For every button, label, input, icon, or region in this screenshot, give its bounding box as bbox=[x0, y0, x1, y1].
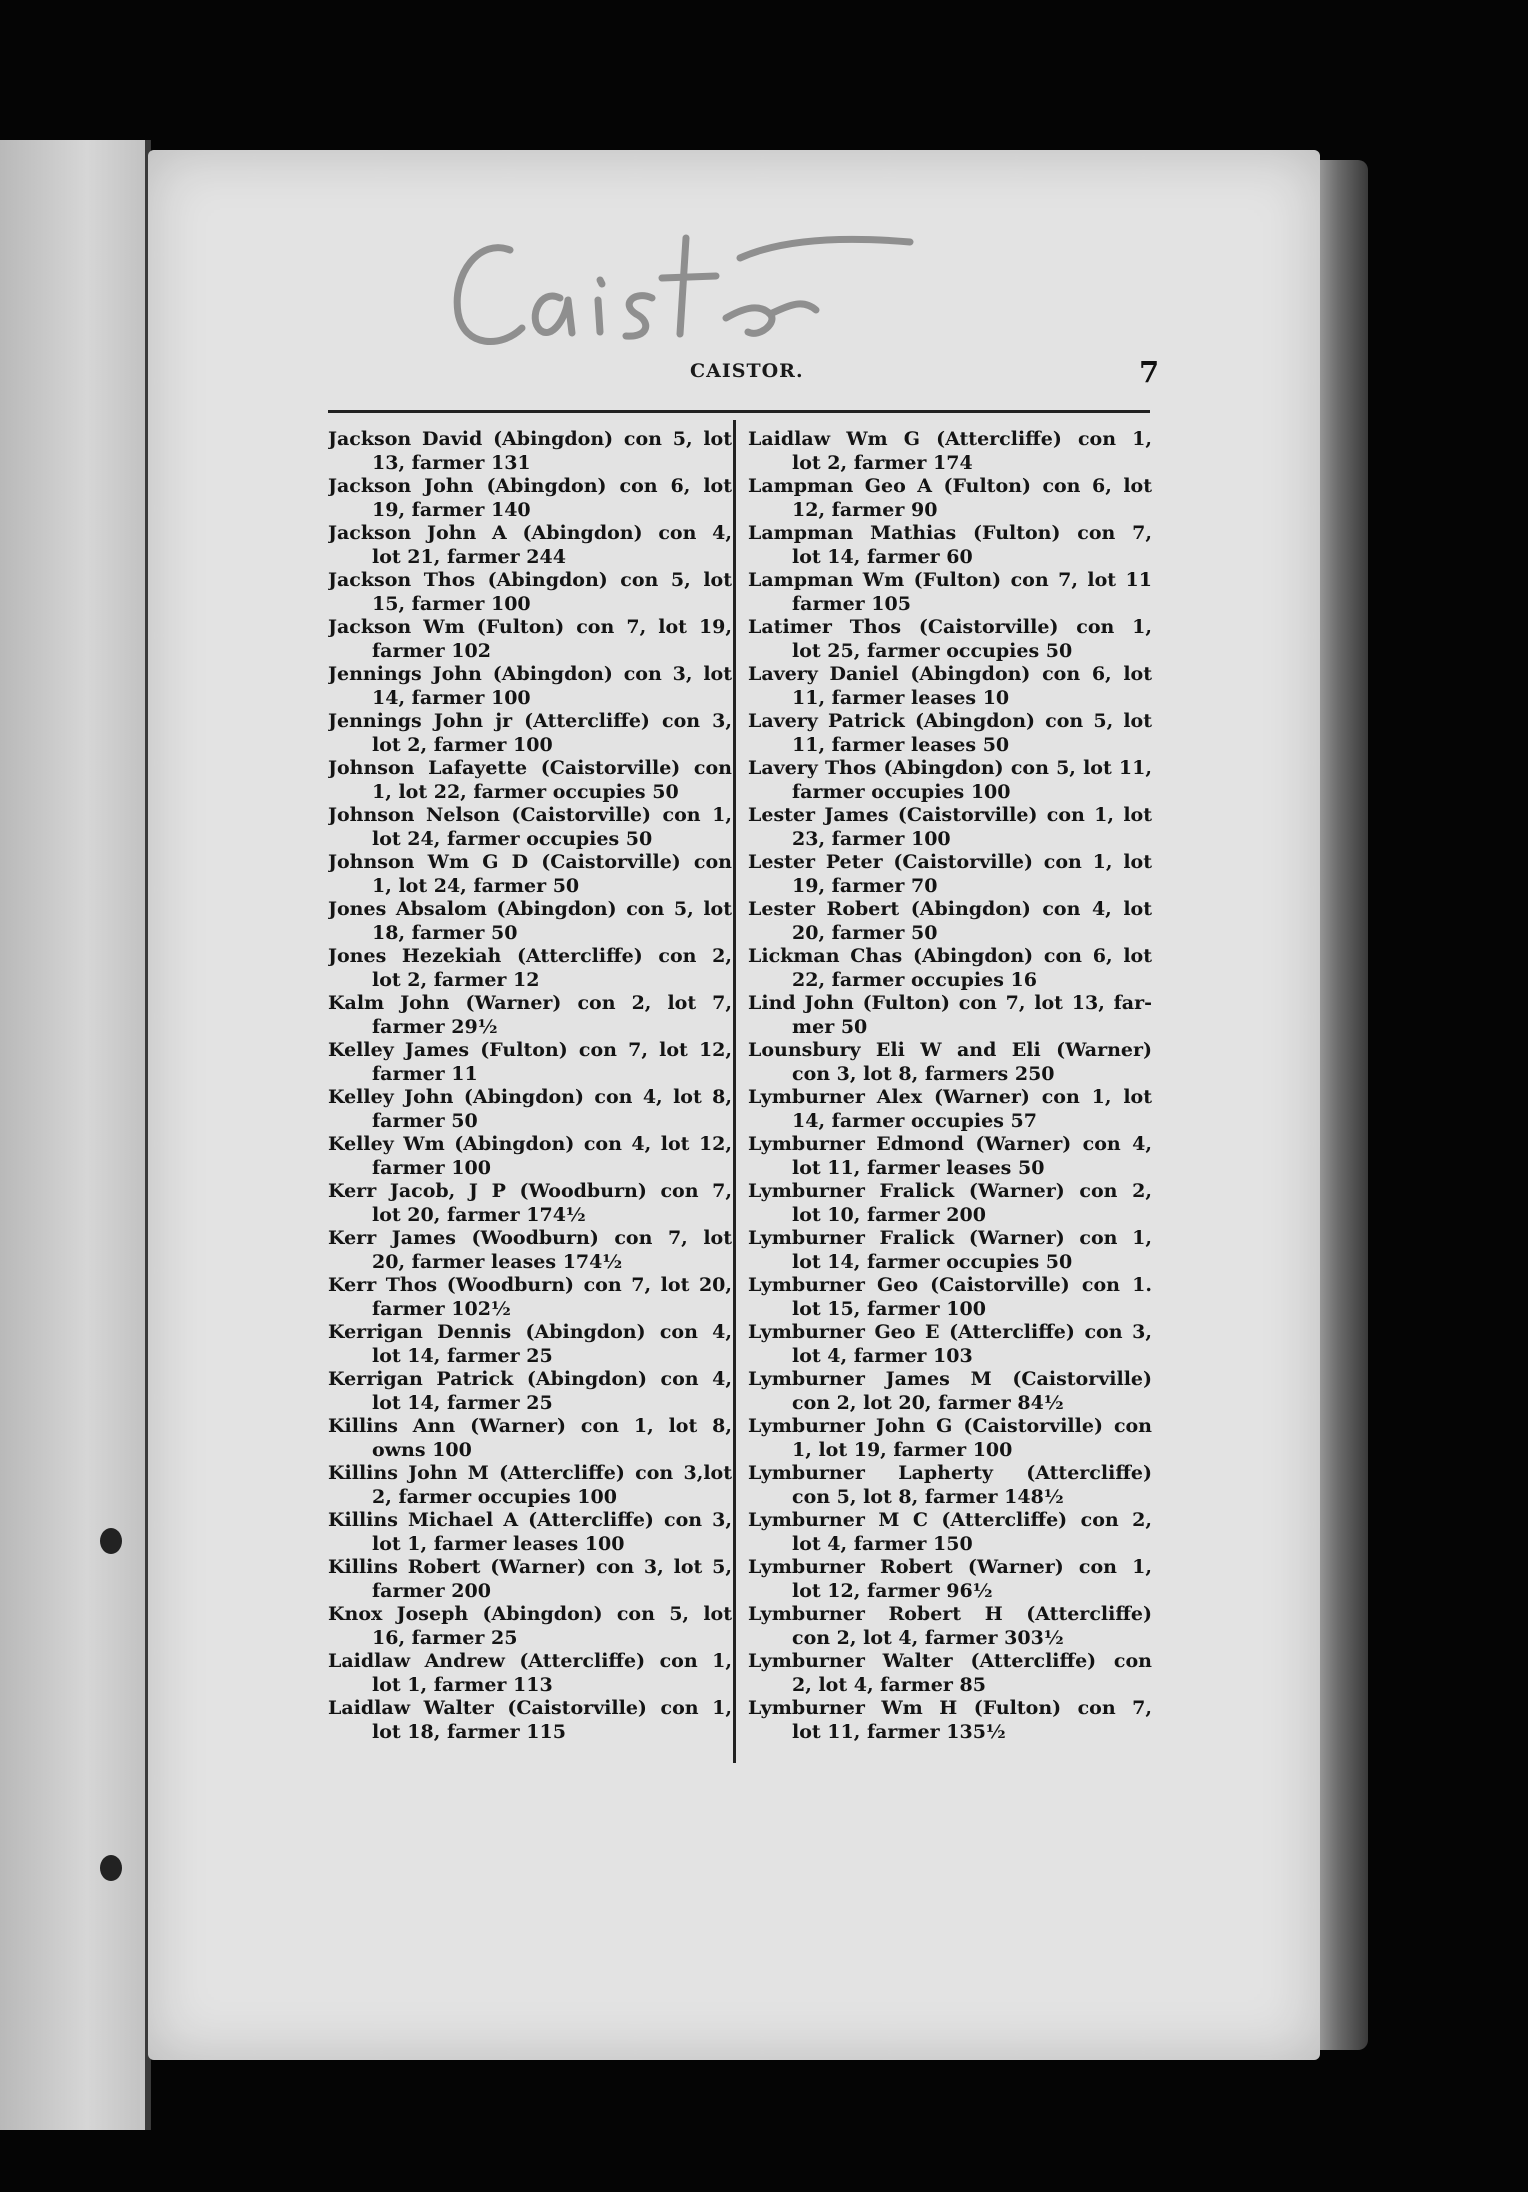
entry-line-2: farmer occupies 100 bbox=[792, 780, 1011, 803]
entry-line-1: Kerrigan Patrick (Abingdon) con 4, bbox=[328, 1368, 732, 1390]
entry-line-1: Lampman Wm (Fulton) con 7, lot 11 bbox=[748, 569, 1152, 591]
directory-entry bbox=[748, 898, 1152, 945]
directory-entry bbox=[748, 475, 1152, 522]
directory-entry bbox=[328, 1697, 732, 1744]
directory-entry bbox=[328, 945, 732, 992]
directory-entry bbox=[328, 1650, 732, 1697]
directory-entry bbox=[748, 1368, 1152, 1415]
directory-entry bbox=[328, 1415, 732, 1462]
entry-line-1: Lymburner Alex (Warner) con 1, lot bbox=[748, 1086, 1152, 1108]
directory-entry bbox=[328, 522, 732, 569]
entry-line-1: Johnson Lafayette (Caistorville) con bbox=[328, 757, 732, 779]
entry-line-2: 23, farmer 100 bbox=[792, 827, 951, 850]
entry-line-2: lot 4, farmer 103 bbox=[792, 1344, 973, 1367]
entry-line-1: Lymburner Robert (Warner) con 1, bbox=[748, 1556, 1152, 1578]
entry-line-2: 19, farmer 70 bbox=[792, 874, 938, 897]
entry-line-1: Kerr James (Woodburn) con 7, lot bbox=[328, 1227, 732, 1249]
entry-line-1: Lester James (Caistorville) con 1, lot bbox=[748, 804, 1152, 826]
entry-line-2: farmer 200 bbox=[372, 1579, 491, 1602]
entry-line-1: Kelley Wm (Abingdon) con 4, lot 12, bbox=[328, 1133, 732, 1155]
entry-line-1: Lymburner Edmond (Warner) con 4, bbox=[748, 1133, 1152, 1155]
directory-entry bbox=[748, 1086, 1152, 1133]
entry-line-1: Jackson Thos (Abingdon) con 5, lot bbox=[328, 569, 732, 591]
directory-column-right bbox=[748, 428, 1152, 1744]
directory-entry bbox=[748, 1556, 1152, 1603]
directory-entry bbox=[748, 1697, 1152, 1744]
binding-thread-knot bbox=[100, 1855, 122, 1881]
entry-line-2: lot 14, farmer 60 bbox=[792, 545, 973, 568]
entry-line-2: con 2, lot 20, farmer 84½ bbox=[792, 1391, 1064, 1414]
entry-line-1: Jackson David (Abingdon) con 5, lot bbox=[328, 428, 732, 450]
directory-entry bbox=[748, 1462, 1152, 1509]
entry-line-1: Kelley James (Fulton) con 7, lot 12, bbox=[328, 1039, 732, 1061]
entry-line-2: con 3, lot 8, farmers 250 bbox=[792, 1062, 1055, 1085]
entry-line-2: lot 1, farmer leases 100 bbox=[372, 1532, 625, 1555]
directory-entry bbox=[328, 1274, 732, 1321]
entry-line-2: 1, lot 19, farmer 100 bbox=[792, 1438, 1013, 1461]
directory-entry bbox=[748, 663, 1152, 710]
entry-line-1: Killins Ann (Warner) con 1, lot 8, bbox=[328, 1415, 732, 1437]
directory-entry bbox=[748, 1650, 1152, 1697]
directory-entry bbox=[328, 1086, 732, 1133]
running-head: CAISTOR. bbox=[690, 360, 804, 382]
entry-line-2: lot 11, farmer leases 50 bbox=[792, 1156, 1045, 1179]
entry-line-2: lot 11, farmer 135½ bbox=[792, 1720, 1006, 1743]
entry-line-2: lot 1, farmer 113 bbox=[372, 1673, 553, 1696]
entry-line-1: Lymburner Robert H (Attercliffe) bbox=[748, 1603, 1152, 1625]
entry-line-2: 20, farmer 50 bbox=[792, 921, 938, 944]
entry-line-2: lot 2, farmer 100 bbox=[372, 733, 553, 756]
entry-line-1: Lymburner Fralick (Warner) con 2, bbox=[748, 1180, 1152, 1202]
entry-line-2: 13, farmer 131 bbox=[372, 451, 531, 474]
entry-line-1: Lymburner M C (Attercliffe) con 2, bbox=[748, 1509, 1152, 1531]
entry-line-1: Lavery Patrick (Abingdon) con 5, lot bbox=[748, 710, 1152, 732]
directory-entry bbox=[748, 992, 1152, 1039]
entry-line-2: lot 2, farmer 174 bbox=[792, 451, 973, 474]
entry-line-1: Jennings John jr (Attercliffe) con 3, bbox=[328, 710, 732, 732]
directory-entry bbox=[328, 663, 732, 710]
directory-entry bbox=[328, 804, 732, 851]
directory-column-left bbox=[328, 428, 732, 1744]
entry-line-2: lot 2, farmer 12 bbox=[372, 968, 540, 991]
directory-entry bbox=[328, 1509, 732, 1556]
column-divider bbox=[733, 420, 736, 1763]
entry-line-2: lot 15, farmer 100 bbox=[792, 1297, 986, 1320]
directory-entry bbox=[328, 475, 732, 522]
entry-line-1: Killins John M (Attercliffe) con 3,lot bbox=[328, 1462, 732, 1484]
directory-entry bbox=[748, 851, 1152, 898]
entry-line-1: Jones Hezekiah (Attercliffe) con 2, bbox=[328, 945, 732, 967]
entry-line-2: con 2, lot 4, farmer 303½ bbox=[792, 1626, 1064, 1649]
entry-line-1: Laidlaw Andrew (Attercliffe) con 1, bbox=[328, 1650, 732, 1672]
directory-entry bbox=[748, 1227, 1152, 1274]
entry-line-1: Lymburner James M (Caistorville) bbox=[748, 1368, 1152, 1390]
entry-line-2: 1, lot 22, farmer occupies 50 bbox=[372, 780, 679, 803]
entry-line-2: 20, farmer leases 174½ bbox=[372, 1250, 623, 1273]
directory-entry bbox=[328, 992, 732, 1039]
entry-line-2: con 5, lot 8, farmer 148½ bbox=[792, 1485, 1064, 1508]
entry-line-2: 18, farmer 50 bbox=[372, 921, 518, 944]
directory-entry bbox=[328, 851, 732, 898]
entry-line-1: Lymburner John G (Caistorville) con bbox=[748, 1415, 1152, 1437]
entry-line-2: farmer 50 bbox=[372, 1109, 478, 1132]
entry-line-2: 2, farmer occupies 100 bbox=[372, 1485, 617, 1508]
entry-line-1: Lymburner Walter (Attercliffe) con bbox=[748, 1650, 1152, 1672]
header-rule bbox=[328, 410, 1150, 413]
directory-entry bbox=[748, 757, 1152, 804]
entry-line-2: lot 24, farmer occupies 50 bbox=[372, 827, 653, 850]
entry-line-1: Knox Joseph (Abingdon) con 5, lot bbox=[328, 1603, 732, 1625]
entry-line-2: 1, lot 24, farmer 50 bbox=[372, 874, 580, 897]
entry-line-2: lot 14, farmer occupies 50 bbox=[792, 1250, 1073, 1273]
entry-line-1: Lester Robert (Abingdon) con 4, lot bbox=[748, 898, 1152, 920]
page-number: 7 bbox=[1139, 355, 1160, 389]
entry-line-2: owns 100 bbox=[372, 1438, 472, 1461]
entry-line-1: Johnson Wm G D (Caistorville) con bbox=[328, 851, 732, 873]
binding-thread-knot bbox=[100, 1528, 122, 1554]
entry-line-1: Jones Absalom (Abingdon) con 5, lot bbox=[328, 898, 732, 920]
directory-entry bbox=[748, 945, 1152, 992]
entry-line-1: Lounsbury Eli W and Eli (Warner) bbox=[748, 1039, 1152, 1061]
directory-entry bbox=[748, 1133, 1152, 1180]
directory-entry bbox=[328, 710, 732, 757]
directory-entry bbox=[328, 1368, 732, 1415]
entry-line-2: lot 25, farmer occupies 50 bbox=[792, 639, 1073, 662]
directory-entry bbox=[328, 569, 732, 616]
entry-line-2: farmer 29½ bbox=[372, 1015, 498, 1038]
entry-line-2: 14, farmer 100 bbox=[372, 686, 531, 709]
entry-line-1: Lind John (Fulton) con 7, lot 13, far- bbox=[748, 992, 1152, 1014]
entry-line-2: mer 50 bbox=[792, 1015, 868, 1038]
directory-entry bbox=[748, 616, 1152, 663]
directory-entry bbox=[748, 804, 1152, 851]
entry-line-2: lot 20, farmer 174½ bbox=[372, 1203, 586, 1226]
entry-line-2: 11, farmer leases 50 bbox=[792, 733, 1010, 756]
directory-entry bbox=[748, 1509, 1152, 1556]
directory-entry bbox=[748, 1039, 1152, 1086]
entry-line-2: 22, farmer occupies 16 bbox=[792, 968, 1037, 991]
entry-line-2: lot 18, farmer 115 bbox=[372, 1720, 566, 1743]
directory-entry bbox=[328, 1180, 732, 1227]
entry-line-2: farmer 105 bbox=[792, 592, 911, 615]
entry-line-1: Lymburner Geo (Caistorville) con 1. bbox=[748, 1274, 1152, 1296]
directory-entry bbox=[748, 428, 1152, 475]
directory-entry bbox=[328, 1133, 732, 1180]
entry-line-2: 15, farmer 100 bbox=[372, 592, 531, 615]
entry-line-1: Killins Michael A (Attercliffe) con 3, bbox=[328, 1509, 732, 1531]
entry-line-2: 12, farmer 90 bbox=[792, 498, 938, 521]
entry-line-1: Kerr Jacob, J P (Woodburn) con 7, bbox=[328, 1180, 732, 1202]
directory-entry bbox=[328, 1603, 732, 1650]
directory-entry bbox=[328, 616, 732, 663]
entry-line-2: lot 14, farmer 25 bbox=[372, 1391, 553, 1414]
entry-line-1: Kerr Thos (Woodburn) con 7, lot 20, bbox=[328, 1274, 732, 1296]
directory-entry bbox=[328, 1039, 732, 1086]
entry-line-2: lot 21, farmer 244 bbox=[372, 545, 566, 568]
entry-line-1: Lampman Mathias (Fulton) con 7, bbox=[748, 522, 1152, 544]
directory-entry bbox=[328, 1462, 732, 1509]
entry-line-2: 19, farmer 140 bbox=[372, 498, 531, 521]
entry-line-1: Killins Robert (Warner) con 3, lot 5, bbox=[328, 1556, 732, 1578]
entry-line-1: Kalm John (Warner) con 2, lot 7, bbox=[328, 992, 732, 1014]
entry-line-2: lot 14, farmer 25 bbox=[372, 1344, 553, 1367]
directory-entry bbox=[748, 1415, 1152, 1462]
entry-line-2: 11, farmer leases 10 bbox=[792, 686, 1010, 709]
entry-line-2: farmer 102½ bbox=[372, 1297, 511, 1320]
entry-line-1: Lavery Daniel (Abingdon) con 6, lot bbox=[748, 663, 1152, 685]
entry-line-1: Lavery Thos (Abingdon) con 5, lot 11, bbox=[748, 757, 1152, 779]
handwritten-caistor-signature bbox=[440, 218, 930, 368]
entry-line-2: 2, lot 4, farmer 85 bbox=[792, 1673, 986, 1696]
entry-line-1: Kelley John (Abingdon) con 4, lot 8, bbox=[328, 1086, 732, 1108]
entry-line-2: farmer 11 bbox=[372, 1062, 478, 1085]
entry-line-1: Latimer Thos (Caistorville) con 1, bbox=[748, 616, 1152, 638]
entry-line-1: Johnson Nelson (Caistorville) con 1, bbox=[328, 804, 732, 826]
entry-line-2: farmer 102 bbox=[372, 639, 491, 662]
entry-line-1: Lymburner Lapherty (Attercliffe) bbox=[748, 1462, 1152, 1484]
entry-line-1: Jackson Wm (Fulton) con 7, lot 19, bbox=[328, 616, 732, 638]
directory-entry bbox=[328, 428, 732, 475]
entry-line-1: Jackson John A (Abingdon) con 4, bbox=[328, 522, 732, 544]
entry-line-1: Jackson John (Abingdon) con 6, lot bbox=[328, 475, 732, 497]
entry-line-1: Kerrigan Dennis (Abingdon) con 4, bbox=[328, 1321, 732, 1343]
entry-line-1: Lester Peter (Caistorville) con 1, lot bbox=[748, 851, 1152, 873]
entry-line-1: Lampman Geo A (Fulton) con 6, lot bbox=[748, 475, 1152, 497]
directory-entry bbox=[748, 569, 1152, 616]
directory-entry bbox=[748, 710, 1152, 757]
entry-line-1: Laidlaw Wm G (Attercliffe) con 1, bbox=[748, 428, 1152, 450]
directory-entry bbox=[748, 1603, 1152, 1650]
entry-line-2: 16, farmer 25 bbox=[372, 1626, 518, 1649]
directory-entry bbox=[748, 522, 1152, 569]
entry-line-1: Laidlaw Walter (Caistorville) con 1, bbox=[328, 1697, 732, 1719]
facing-page-edge bbox=[0, 140, 145, 2130]
entry-line-2: lot 10, farmer 200 bbox=[792, 1203, 986, 1226]
entry-line-1: Lymburner Wm H (Fulton) con 7, bbox=[748, 1697, 1152, 1719]
directory-entry bbox=[328, 898, 732, 945]
page-stack-edge bbox=[1318, 160, 1368, 2050]
directory-entry bbox=[748, 1180, 1152, 1227]
entry-line-2: 14, farmer occupies 57 bbox=[792, 1109, 1037, 1132]
directory-entry bbox=[328, 1321, 732, 1368]
entry-line-1: Jennings John (Abingdon) con 3, lot bbox=[328, 663, 732, 685]
directory-entry bbox=[748, 1321, 1152, 1368]
directory-entry bbox=[328, 1556, 732, 1603]
entry-line-2: lot 12, farmer 96½ bbox=[792, 1579, 993, 1602]
entry-line-1: Lymburner Fralick (Warner) con 1, bbox=[748, 1227, 1152, 1249]
entry-line-2: lot 4, farmer 150 bbox=[792, 1532, 973, 1555]
directory-entry bbox=[748, 1274, 1152, 1321]
entry-line-2: farmer 100 bbox=[372, 1156, 491, 1179]
directory-entry bbox=[328, 757, 732, 804]
entry-line-1: Lickman Chas (Abingdon) con 6, lot bbox=[748, 945, 1152, 967]
entry-line-1: Lymburner Geo E (Attercliffe) con 3, bbox=[748, 1321, 1152, 1343]
directory-entry bbox=[328, 1227, 732, 1274]
